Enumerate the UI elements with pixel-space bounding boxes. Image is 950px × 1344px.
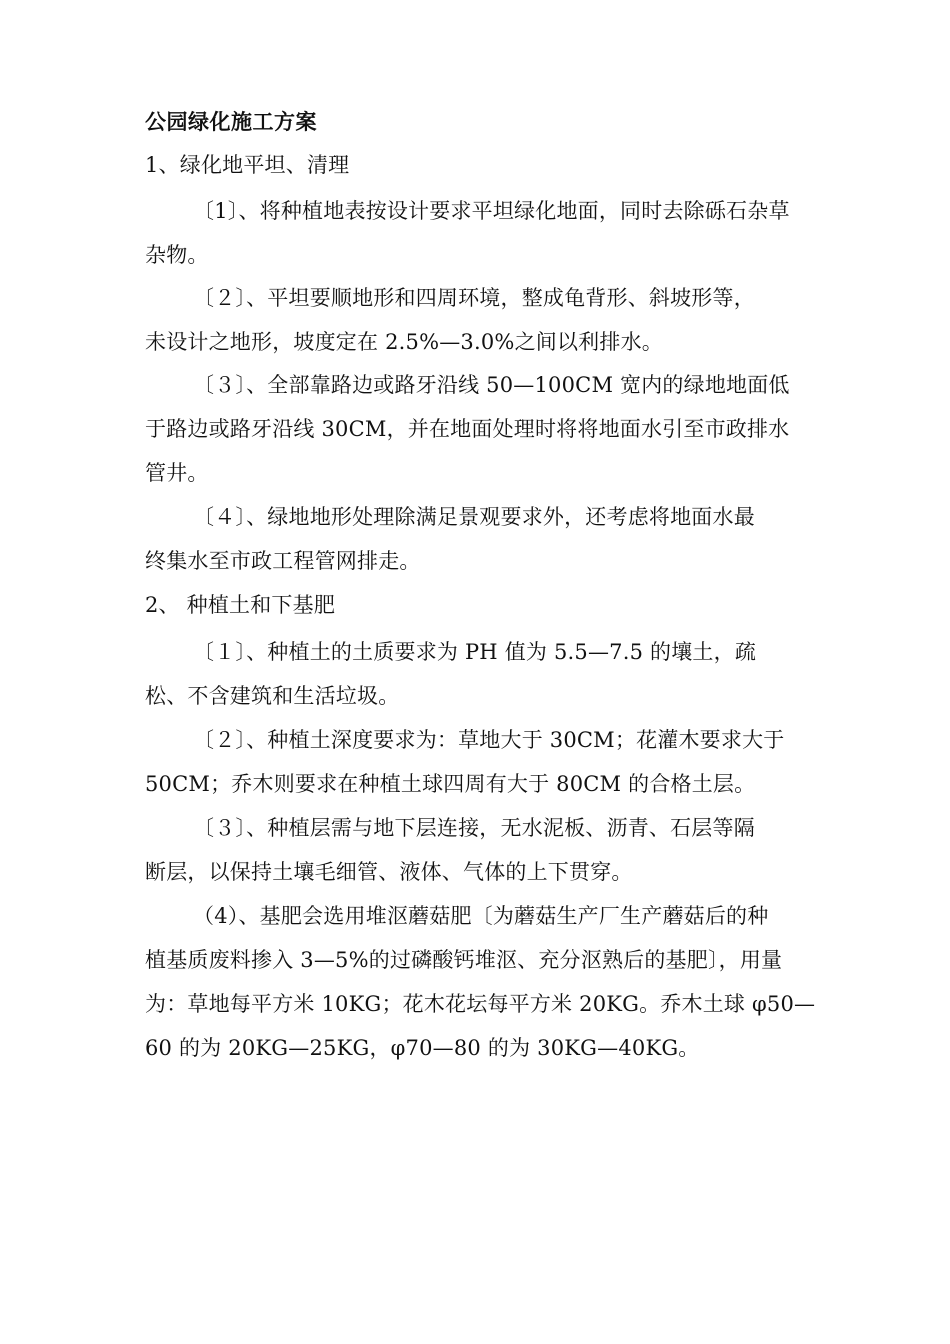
paragraph-line: 〔４〕、绿地地形处理除满足景观要求外，还考虑将地面水最 — [193, 505, 755, 529]
paragraph-line: 杂物。 — [145, 243, 209, 267]
paragraph-line: 〔１〕、种植土的土质要求为 PH 值为 5.5—7.5 的壤土，疏 — [193, 640, 757, 664]
section-heading: 1、绿化地平坦、清理 — [145, 153, 350, 177]
paragraph-line: 断层，以保持土壤毛细管、液体、气体的上下贯穿。 — [145, 860, 633, 884]
paragraph-line: 〔２〕、平坦要顺地形和四周环境，整成龟背形、斜坡形等， — [193, 286, 755, 310]
paragraph-line: 于路边或路牙沿线 30CM，并在地面处理时将将地面水引至市政排水 — [145, 417, 790, 441]
paragraph-line: 〔３〕、种植层需与地下层连接，无水泥板、沥青、石层等隔 — [193, 816, 755, 840]
paragraph-line: 未设计之地形，坡度定在 2.5%—3.0%之间以利排水。 — [145, 330, 663, 354]
document-title: 公园绿化施工方案 — [145, 110, 317, 134]
paragraph-line: 60 的为 20KG—25KG，φ70—80 的为 30KG—40KG。 — [145, 1036, 700, 1060]
paragraph-line: 〔1〕、将种植地表按设计要求平坦绿化地面，同时去除砾石杂草 — [193, 199, 790, 223]
paragraph-line: 为：草地每平方米 10KG；花木花坛每平方米 20KG。乔木土球 φ50— — [145, 992, 816, 1016]
paragraph-line: 松、不含建筑和生活垃圾。 — [145, 684, 400, 708]
paragraph-line: 〔３〕、全部靠路边或路牙沿线 50—100CM 宽内的绿地地面低 — [193, 373, 790, 397]
paragraph-line: 植基质废料掺入 3—5%的过磷酸钙堆沤、充分沤熟后的基肥〕，用量 — [145, 948, 783, 972]
paragraph-line: 管井。 — [145, 461, 209, 485]
paragraph-line: （4）、基肥会选用堆沤蘑菇肥〔为蘑菇生产厂生产蘑菇后的种 — [193, 904, 769, 928]
section-heading: 2、 种植土和下基肥 — [145, 593, 336, 617]
paragraph-line: 50CM；乔木则要求在种植土球四周有大于 80CM 的合格土层。 — [145, 772, 756, 796]
paragraph-line: 〔２〕、种植土深度要求为：草地大于 30CM；花灌木要求大于 — [193, 728, 785, 752]
paragraph-line: 终集水至市政工程管网排走。 — [145, 549, 421, 573]
